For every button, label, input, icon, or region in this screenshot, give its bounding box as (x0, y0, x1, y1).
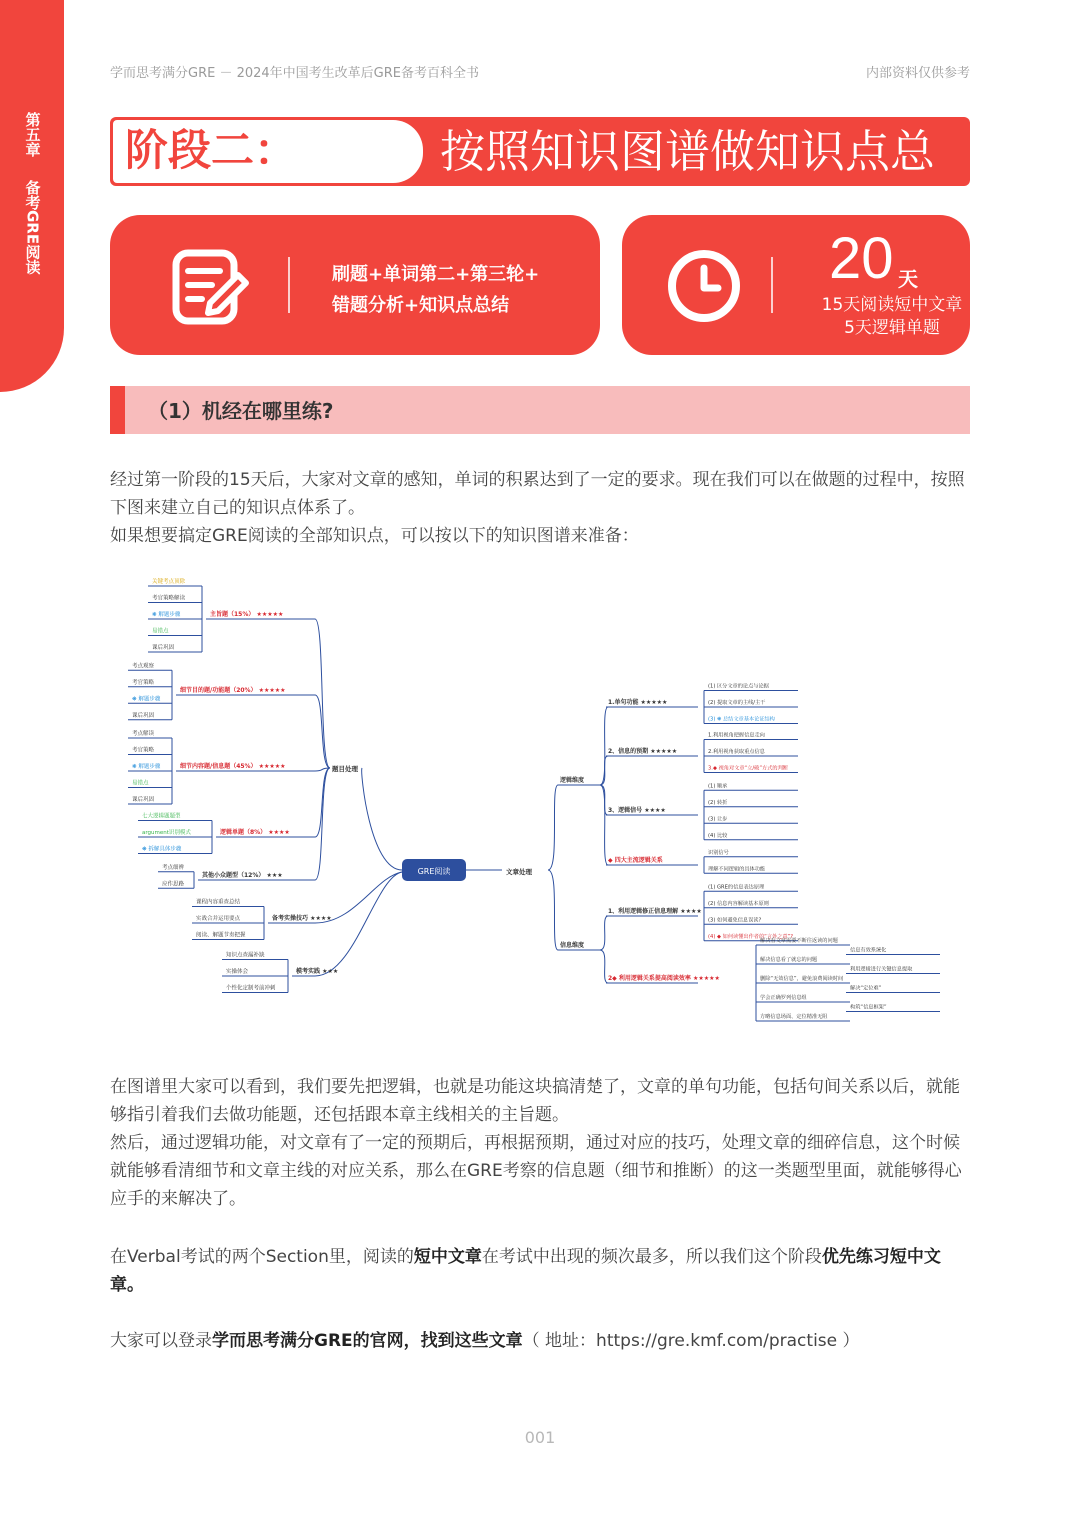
map-left-item: ❋ 解题步骤 (152, 612, 181, 618)
paragraph-3 (110, 1073, 972, 1213)
map-left-branch: 逻辑单题（8%） ★★★★ (220, 829, 290, 836)
map-right-branch-link (600, 756, 608, 785)
map-right-item: (4) ◆ 如何读懂出作者的“言外之意”? (708, 933, 794, 940)
days-number: 20 (829, 226, 894, 291)
map-left-branch: 主旨题（15%） ★★★★★ (210, 611, 284, 618)
map-right-branch: 2◆ 利用逻辑关系提高阅读效率 ★★★★★ (608, 975, 720, 982)
map-left-item: 实战合并运用要点 (196, 916, 241, 922)
map-left-item: 实操体会 (226, 969, 249, 975)
map-right-branch: 1、利用逻辑修正信息理解 ★★★★ (608, 908, 702, 915)
header-left-text: 学而思考满分GRE － 2024年中国考生改革后GRE备考百科全书 (110, 66, 479, 81)
card1-divider (288, 257, 290, 313)
paragraph-3-text: 在图谱里大家可以看到，我们要先把逻辑，也就是功能这块搞清楚了，文章的单句功能，包括句间关系以后，就能够指引着我们去做功能题，还包括跟本章主线相关的主旨题。 (110, 1077, 960, 1125)
map-right-item: 解决看文章需要不断往返读的问题 (760, 938, 838, 944)
map-right-item: (2) 提取文章的主线/主干 (708, 700, 766, 706)
map-right-branch-link (600, 707, 608, 785)
map-left-item: ❋ 解题步骤 (132, 764, 161, 770)
map-right-branch: ◆ 四大主流逻辑关系 (608, 857, 663, 864)
map-right-branch-link (600, 916, 608, 950)
card2-divider (771, 257, 773, 313)
map-left-hub: 题目处理 (332, 765, 358, 773)
edit-document-icon (172, 249, 250, 331)
map-left-item: 课后巩固 (132, 797, 155, 803)
map-right-branch: 2、信息的预期 ★★★★★ (608, 748, 678, 755)
map-left-item: 课后巩固 (152, 645, 175, 651)
duration-card (622, 215, 970, 355)
map-left-item: 七大逻辑题题型 (142, 813, 181, 820)
map-left-item: 考官策略解读 (152, 595, 186, 602)
map-left-item: ❋ 解题步骤 (132, 696, 161, 703)
paragraph-4-text: 然后，通过逻辑功能，对文章有了一定的预期后，再根据预期，通过对应的技巧，处理文章的细碎信息，这个时候就能够看清细节和文章主线的对应关系，那么在GRE考察的信息题（细节和推断）的这一类题型里面，就能够得心应手的来解决了。 (110, 1133, 962, 1209)
map-left-item: 考官策略 (132, 747, 155, 754)
paragraph-2-text: 如果想要搞定GRE阅读的全部知识点，可以按以下的知识图谱来准备： (110, 526, 639, 546)
map-root-left-link (362, 768, 402, 870)
title-stage: 阶段二： (113, 120, 423, 183)
p6-bold-site: 学而思考满分GRE的官网，找到这些文章 (212, 1331, 523, 1351)
page-header (110, 62, 970, 82)
map-right-item: 3.◆ 视角对文章“立/破”方式的判断 (708, 765, 788, 772)
map-right-branch: 3、逻辑信号 ★★★★ (608, 807, 666, 814)
map-left-item: 阅读、解题节奏把握 (196, 932, 246, 939)
map-right-item: 理解不同逻辑的具体功能 (708, 866, 766, 873)
map-right-item: 构筑“信息框架” (850, 1004, 887, 1011)
map-right-item: (4) 比较 (708, 832, 728, 839)
map-right-item: 删除“无效信息”，避免浪费阅读时间 (760, 976, 844, 982)
p5-bold-short-articles: 短中文章 (413, 1247, 482, 1267)
map-left-item: 易错点 (132, 780, 149, 787)
map-left-branch: 细节内容题/信息题（45%） ★★★★★ (180, 763, 286, 770)
paragraph-1-text: 经过第一阶段的15天后，大家对文章的感知，单词的积累达到了一定的要求。现在我们可以在做题的过程中，按照下图来建立自己的知识点体系了。 (110, 470, 965, 518)
header-right-text: 内部资料仅供参考 (865, 66, 970, 81)
duration-line-2: 5天逻辑单题 (844, 318, 940, 338)
map-left-branch-link (315, 768, 330, 880)
subject-text: 备考GRE阅读 (23, 180, 42, 275)
map-right-item: (3) ❋ 总结文章基本论证结构 (708, 716, 775, 723)
p5-bold-priority: 优先练习短中文章。 (110, 1247, 941, 1295)
p6-address: （ 地址：https://gre.kmf.com/practise ） (522, 1331, 860, 1351)
map-left-item: 课程内容重查总结 (196, 899, 241, 906)
map-left-item: 课后巩固 (132, 712, 155, 719)
chapter-text: 第五章 (23, 112, 42, 157)
section-heading-text: （1）机经在哪里练? (148, 399, 334, 423)
map-right-group-link (548, 785, 558, 870)
map-left-item: 知识点查漏补缺 (226, 952, 265, 959)
map-right-item: 利用逻辑进行关键信息提取 (850, 966, 913, 973)
clock-icon (666, 248, 742, 328)
map-right-item: (3) 让步 (708, 816, 728, 823)
map-right-branch-link (600, 950, 608, 983)
subject-label (0, 180, 64, 278)
map-right-item: (2) 信息内容解读基本原则 (708, 900, 769, 907)
map-right-item: 解决“定位难” (850, 985, 882, 992)
map-right-branch-link (600, 785, 608, 815)
map-left-branch: 细节目的题/功能题（20%） ★★★★★ (180, 687, 286, 694)
map-right-item: (1) 顺承 (708, 783, 728, 790)
paragraph-6 (110, 1327, 972, 1355)
p6-part-a: 大家可以登录 (110, 1331, 212, 1351)
chapter-side-tab (0, 0, 64, 392)
map-left-item: 考点解读 (132, 731, 155, 737)
task-text (332, 259, 539, 321)
map-left-branch-link (315, 619, 330, 768)
paragraph-5 (110, 1243, 972, 1299)
map-left-item: 易错点 (152, 628, 169, 635)
map-left-branch: 其他小众题型（12%） ★★★ (202, 872, 283, 879)
map-right-hub: 文章处理 (506, 868, 532, 876)
title-banner (110, 117, 970, 186)
task-line-2: 错题分析+知识点总结 (332, 295, 510, 316)
map-right-item: 学会正确罗列信息组 (760, 995, 807, 1001)
map-right-item: 方略信息场面、定位精准无阻 (760, 1014, 828, 1020)
map-right-item: (2) 转折 (708, 799, 728, 806)
map-right-item: 信息有效系统化 (850, 947, 887, 954)
page-number: 001 (524, 1428, 556, 1447)
map-left-branch-link (315, 872, 402, 976)
task-card (110, 215, 600, 355)
duration-line-1: 15天阅读短中文章 (821, 295, 963, 315)
map-right-item: 识别信号 (708, 849, 729, 856)
map-left-item: 应作思路 (162, 881, 185, 888)
map-left-item: 考官策略 (132, 679, 155, 686)
title-topic: 按照知识图谱做知识点总 (440, 125, 936, 178)
chapter-label (0, 112, 64, 161)
p5-part-a: 在Verbal考试的两个Section里，阅读的 (110, 1247, 414, 1267)
map-right-branch: 1.单句功能 ★★★★★ (608, 699, 668, 706)
task-line-1: 刷题+单词第二+第三轮+ (332, 264, 540, 285)
duration-detail (782, 294, 1002, 340)
map-left-branch: 模考实践 ★★★ (296, 968, 339, 975)
map-left-item: ❋ 拆解具体步骤 (142, 846, 182, 853)
days-unit: 天 (898, 267, 918, 291)
map-left-item: argument识别模式 (142, 830, 191, 836)
map-right-item: 1.利用视角把握信息走向 (708, 732, 765, 739)
map-right-branch-link (600, 785, 608, 865)
map-left-item: 考点观察 (132, 663, 155, 670)
map-right-item: 解决信息看了就忘的问题 (760, 957, 818, 963)
section-heading-bar (110, 386, 125, 434)
knowledge-mind-map (110, 572, 970, 1050)
map-right-item: 2.利用视角获取重点信息 (708, 749, 765, 755)
map-right-item: (1) GRE的信息表达原理 (708, 884, 765, 891)
map-left-item: 考点细辨 (162, 864, 185, 871)
map-right-group: 信息维度 (560, 942, 585, 949)
p5-part-c: 在考试中出现的频次最多，所以我们这个阶段 (481, 1247, 822, 1267)
section-heading (110, 386, 970, 434)
paragraph-1 (110, 466, 972, 550)
map-right-group: 逻辑维度 (560, 777, 585, 784)
map-root-label: GRE阅读 (417, 867, 451, 876)
map-left-branch: 备考实操技巧 ★★★★ (272, 915, 332, 922)
map-right-item: (1) 区分文章的论点与论据 (708, 683, 769, 690)
map-left-item: 个性化定制考前冲刺 (226, 985, 276, 992)
map-left-item: 关键考点顶除 (152, 579, 186, 585)
map-right-group-link (548, 870, 558, 950)
map-right-item: (3) 如何避免信息误读? (708, 917, 762, 924)
